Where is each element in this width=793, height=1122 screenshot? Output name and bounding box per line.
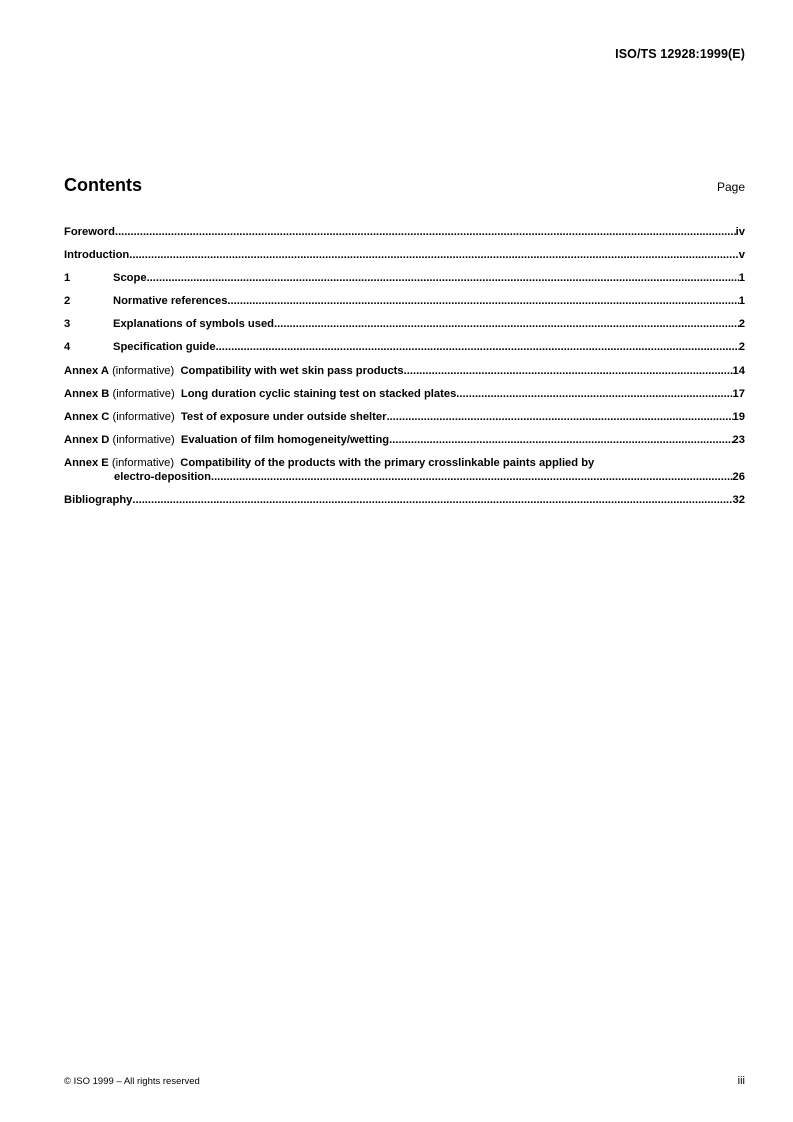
toc-entry-page: 23 [732,433,745,446]
toc-entry-annex-b[interactable] [64,387,745,401]
annex-kind: (informative) [112,364,175,377]
toc-leader-dots [147,271,739,285]
toc-entry-page: 2 [738,341,745,354]
toc-entry-specification-guide[interactable] [64,340,745,354]
annex-label: Annex C [64,410,110,423]
toc-entry-annex-c[interactable] [64,410,745,424]
toc-entry-title: Normative references [113,295,228,308]
toc-entry-title: Compatibility of the products with the primary crosslinkable paints applied by [180,456,595,469]
toc-leader-dots [216,340,739,354]
toc-entry-page: 26 [732,470,745,483]
toc-leader-dots [227,294,738,308]
annex-e-second-line [64,470,745,484]
toc-leader-dots [386,410,732,424]
toc-entry-symbols[interactable] [64,317,745,331]
toc-leader-dots [389,433,732,447]
document-reference: ISO/TS 12928:1999(E) [615,47,745,61]
annex-label: Annex D [64,433,110,446]
toc-entry-page: 17 [732,387,745,400]
table-of-contents [64,225,745,516]
contents-heading: Contents [64,175,142,195]
toc-entry-page: v [738,249,745,262]
toc-entry-page: 32 [732,494,745,507]
toc-entry-title: Evaluation of film homogeneity/wetting [180,433,390,446]
toc-entry-title: Explanations of symbols used [113,318,275,331]
toc-entry-number: 4 [64,341,71,354]
toc-entry-title: Specification guide [113,341,216,354]
toc-entry-page: 1 [738,272,745,285]
toc-leader-dots [211,470,733,484]
page-column-label: Page [716,180,745,194]
toc-leader-dots [456,387,732,401]
toc-entry-scope[interactable] [64,271,745,285]
annex-label: Annex E [64,456,109,469]
toc-entry-annex-a[interactable] [64,364,745,378]
toc-entry-introduction[interactable] [64,248,745,262]
annex-kind: (informative) [112,433,175,446]
toc-entry-title: Scope [113,272,147,285]
toc-entry-number: 1 [64,272,71,285]
toc-entry-title: Test of exposure under outside shelter [180,410,387,423]
toc-entry-title-continued: electro-deposition [114,470,211,483]
toc-leader-dots [404,364,733,378]
toc-leader-dots [129,248,739,262]
toc-entry-annex-d[interactable] [64,433,745,447]
annex-kind: (informative) [112,410,175,423]
toc-entry-annex-e[interactable] [64,456,745,484]
toc-entry-title: Bibliography [64,494,133,507]
toc-entry-page: 19 [732,410,745,423]
toc-entry-page: 14 [732,364,745,377]
copyright-notice: © ISO 1999 – All rights reserved [64,1076,200,1087]
toc-entry-page: 2 [738,318,745,331]
annex-kind: (informative) [111,456,175,469]
toc-entry-page: 1 [738,295,745,308]
toc-leader-dots [132,493,732,507]
page-number: iii [737,1075,745,1087]
toc-leader-dots [274,317,739,331]
annex-label: Annex A [64,364,109,377]
toc-entry-title: Introduction [64,249,130,262]
toc-entry-number: 3 [64,318,71,331]
toc-entry-foreword[interactable] [64,225,745,239]
toc-leader-dots [115,225,736,239]
annex-label: Annex B [64,387,110,400]
annex-kind: (informative) [112,387,175,400]
toc-entry-title: Long duration cyclic staining test on stacked plates [180,387,457,400]
toc-entry-bibliography[interactable] [64,493,745,507]
toc-entry-normative-references[interactable] [64,294,745,308]
toc-entry-page: iv [735,226,745,238]
annex-e-first-line [64,456,745,470]
toc-entry-number: 2 [64,295,71,308]
toc-entry-title: Compatibility with wet skin pass products [180,364,404,377]
toc-entry-title: Foreword [64,226,115,238]
